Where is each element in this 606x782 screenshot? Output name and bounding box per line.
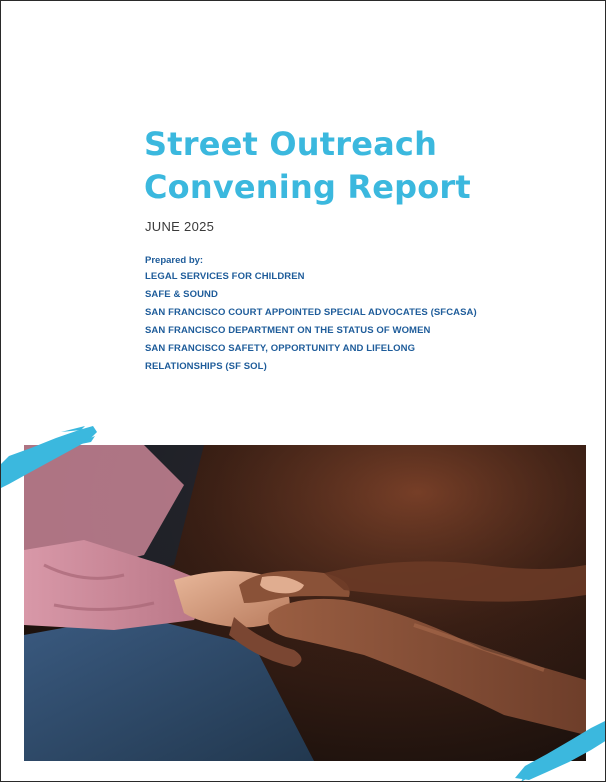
report-date: JUNE 2025 xyxy=(145,219,215,234)
cover-photo-holding-hands xyxy=(24,445,586,761)
report-title xyxy=(144,123,471,209)
report-title-line-1: Street Outreach xyxy=(144,125,438,163)
org-sf-sol-line-1: SAN FRANCISCO SAFETY, OPPORTUNITY AND LIFELONG xyxy=(145,343,416,354)
org-legal-services-for-children: LEGAL SERVICES FOR CHILDREN xyxy=(145,271,305,282)
org-sf-dept-status-of-women: SAN FRANCISCO DEPARTMENT ON THE STATUS OF WOMEN xyxy=(145,325,431,336)
org-sf-sol-line-2: RELATIONSHIPS (SF SOL) xyxy=(145,361,267,372)
org-safe-and-sound: SAFE & SOUND xyxy=(145,289,218,300)
report-title-line-2: Convening Report xyxy=(144,168,471,206)
prepared-by-section xyxy=(145,254,585,376)
holding-hands-illustration xyxy=(24,445,586,761)
brush-stroke-bottom-right xyxy=(511,716,606,782)
brush-stroke-top-left xyxy=(1,426,101,496)
prepared-by-label: Prepared by: xyxy=(145,255,204,266)
org-sfcasa: SAN FRANCISCO COURT APPOINTED SPECIAL ADVOCATES (SFCASA) xyxy=(145,307,477,318)
